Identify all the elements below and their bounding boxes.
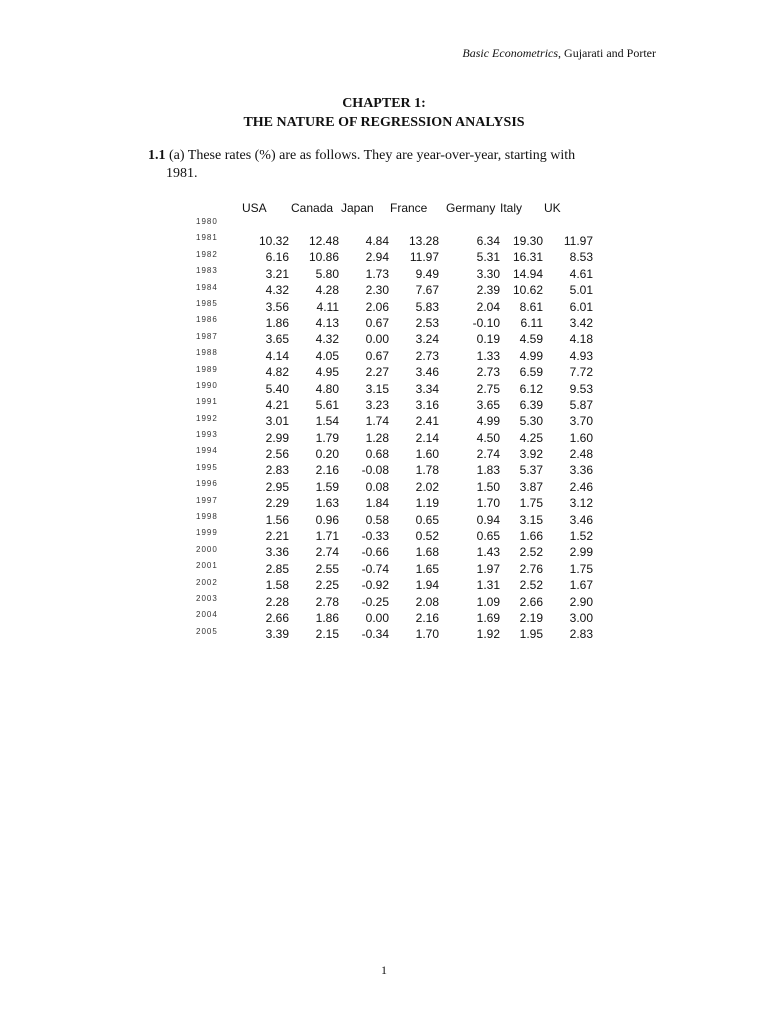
year-label: 1996 <box>196 479 218 489</box>
year-label: 1981 <box>196 233 218 243</box>
table-cell: 1.94 <box>415 578 439 593</box>
table-cell: 9.53 <box>569 381 593 396</box>
table-cell: 2.02 <box>415 479 439 494</box>
table-cell: 1.78 <box>415 463 439 478</box>
table-cell: 3.65 <box>265 332 289 347</box>
table-cell: 0.67 <box>365 348 389 363</box>
table-cell: 1.92 <box>476 627 500 642</box>
table-cell: 0.00 <box>365 332 389 347</box>
table-cell: 2.73 <box>415 348 439 363</box>
table-cell: 4.59 <box>519 332 543 347</box>
table-cell: 2.30 <box>365 283 389 298</box>
table-cell: 1.58 <box>265 578 289 593</box>
table-cell: 0.58 <box>365 512 389 527</box>
table-cell: 1.52 <box>569 529 593 544</box>
table-cell: 1.75 <box>519 496 543 511</box>
table-cell: 2.39 <box>476 283 500 298</box>
year-label: 1990 <box>196 380 218 390</box>
table-cell: 4.82 <box>265 365 289 380</box>
table-cell: 3.01 <box>265 414 289 429</box>
column-header-japan: Japan <box>341 201 374 215</box>
table-cell: 2.19 <box>519 610 543 625</box>
table-cell: 1.79 <box>315 430 339 445</box>
table-cell: 1.19 <box>415 496 439 511</box>
table-cell: 3.21 <box>265 266 289 281</box>
year-label: 2005 <box>196 626 218 636</box>
table-cell: 6.59 <box>519 365 543 380</box>
table-cell: 2.28 <box>265 594 289 609</box>
table-cell: 0.94 <box>476 512 500 527</box>
table-cell: 2.14 <box>415 430 439 445</box>
year-label: 2000 <box>196 544 218 554</box>
year-label: 1982 <box>196 249 218 259</box>
table-row <box>0 544 768 560</box>
table-cell: 0.19 <box>476 332 500 347</box>
table-cell: 0.20 <box>315 447 339 462</box>
column-header-uk: UK <box>544 201 561 215</box>
table-row <box>0 512 768 528</box>
table-cell: 0.52 <box>415 529 439 544</box>
year-label: 2003 <box>196 593 218 603</box>
table-cell: 6.39 <box>519 397 543 412</box>
table-cell: 3.36 <box>265 545 289 560</box>
table-cell: 1.73 <box>365 266 389 281</box>
table-row <box>0 430 768 446</box>
table-cell: 1.54 <box>315 414 339 429</box>
table-cell: 3.30 <box>476 266 500 281</box>
table-cell: 5.80 <box>315 266 339 281</box>
table-cell: 3.24 <box>415 332 439 347</box>
table-cell: 5.01 <box>569 283 593 298</box>
table-cell: -0.34 <box>361 627 389 642</box>
table-cell: 1.70 <box>415 627 439 642</box>
table-cell: 5.37 <box>519 463 543 478</box>
table-cell: 2.66 <box>519 594 543 609</box>
table-cell: 1.59 <box>315 479 339 494</box>
table-cell: 0.96 <box>315 512 339 527</box>
table-cell: 6.11 <box>520 315 543 330</box>
table-cell: 3.46 <box>415 365 439 380</box>
column-header-usa: USA <box>242 201 267 215</box>
table-cell: 19.30 <box>512 234 543 248</box>
table-row <box>0 577 768 593</box>
table-row <box>0 594 768 610</box>
column-header-italy: Italy <box>500 201 523 215</box>
rates-table <box>0 201 768 651</box>
problem-text-continued: 1981. <box>166 166 198 181</box>
table-cell: 2.29 <box>265 496 289 511</box>
table-cell: 1.60 <box>569 430 593 445</box>
table-cell: 2.52 <box>519 578 543 593</box>
table-cell: 1.09 <box>476 594 500 609</box>
table-cell: 2.04 <box>476 299 500 314</box>
table-cell: 1.97 <box>476 561 500 576</box>
table-cell: 16.31 <box>512 250 543 265</box>
table-cell: 2.56 <box>265 447 289 462</box>
table-cell: 0.00 <box>365 610 389 625</box>
table-cell: 1.28 <box>365 430 389 445</box>
chapter-number: CHAPTER 1: <box>342 96 426 111</box>
year-label: 1986 <box>196 315 218 325</box>
page-number: 1 <box>381 963 387 977</box>
table-cell: 1.75 <box>569 561 593 576</box>
column-header-canada: Canada <box>291 201 334 215</box>
year-label: 1993 <box>196 430 218 440</box>
table-row <box>0 299 768 315</box>
table-cell: 3.15 <box>519 512 543 527</box>
problem-number: 1.1 <box>148 148 166 163</box>
table-cell: 2.16 <box>415 610 439 625</box>
table-cell: 2.95 <box>265 479 289 494</box>
table-cell: 1.69 <box>476 610 500 625</box>
year-label: 1992 <box>196 413 218 423</box>
table-cell: 0.68 <box>365 447 389 462</box>
table-cell: 3.12 <box>569 496 593 511</box>
table-cell: 1.70 <box>476 496 500 511</box>
table-cell: 11.97 <box>563 234 593 248</box>
table-cell: 3.87 <box>519 479 543 494</box>
table-cell: 0.65 <box>415 512 439 527</box>
table-cell: 2.25 <box>315 578 339 593</box>
table-cell: 3.70 <box>569 414 593 429</box>
table-cell: 4.80 <box>315 381 339 396</box>
table-cell: 3.46 <box>569 512 593 527</box>
table-row <box>0 610 768 626</box>
year-label: 1980 <box>196 217 218 226</box>
table-row <box>0 413 768 429</box>
table-cell: 0.65 <box>476 529 500 544</box>
table-cell: -0.92 <box>361 578 389 593</box>
year-label: 1984 <box>196 282 218 292</box>
table-cell: 4.18 <box>569 332 593 347</box>
running-header <box>462 46 656 61</box>
table-cell: 10.62 <box>512 283 543 298</box>
table-cell: 3.56 <box>265 299 289 314</box>
table-cell: 2.78 <box>315 594 339 609</box>
year-label: 1987 <box>196 331 218 341</box>
chapter-heading <box>0 94 768 132</box>
table-row <box>0 561 768 577</box>
table-row <box>0 381 768 397</box>
table-cell: -0.08 <box>361 463 389 478</box>
table-cell: 8.61 <box>519 299 543 314</box>
table-cell: 13.28 <box>408 234 439 248</box>
table-row <box>0 249 768 265</box>
table-cell: -0.66 <box>361 545 389 560</box>
table-cell: 4.61 <box>569 266 593 281</box>
table-cell: 11.97 <box>409 250 439 265</box>
table-cell: 9.49 <box>415 266 439 281</box>
table-cell: 1.68 <box>415 545 439 560</box>
table-row <box>0 479 768 495</box>
table-row <box>0 446 768 462</box>
table-row <box>0 397 768 413</box>
table-cell: 3.34 <box>415 381 439 396</box>
table-cell: 3.92 <box>519 447 543 462</box>
table-body <box>0 233 768 643</box>
table-cell: 2.83 <box>265 463 289 478</box>
year-label: 1985 <box>196 298 218 308</box>
book-authors: , Gujarati and Porter <box>558 46 656 60</box>
table-cell: 5.87 <box>569 397 593 412</box>
table-cell: 1.83 <box>476 463 500 478</box>
table-cell: 2.52 <box>519 545 543 560</box>
year-label: 1994 <box>196 446 218 456</box>
table-cell: 1.65 <box>415 561 439 576</box>
table-cell: 0.08 <box>365 479 389 494</box>
table-cell: -0.25 <box>361 594 389 609</box>
table-cell: 5.61 <box>315 397 339 412</box>
table-row <box>0 331 768 347</box>
table-row <box>0 528 768 544</box>
table-cell: 2.76 <box>519 561 543 576</box>
table-cell: 2.74 <box>315 545 339 560</box>
table-cell: 4.14 <box>265 348 289 363</box>
table-cell: -0.33 <box>361 529 389 544</box>
table-cell: 1.33 <box>476 348 500 363</box>
chapter-title: THE NATURE OF REGRESSION ANALYSIS <box>243 115 525 130</box>
table-cell: 2.66 <box>265 610 289 625</box>
table-cell: 3.00 <box>569 610 593 625</box>
table-cell: 4.99 <box>519 348 543 363</box>
year-label: 1988 <box>196 348 218 358</box>
table-cell: 2.48 <box>569 447 593 462</box>
table-cell: 7.67 <box>415 283 439 298</box>
table-cell: 1.67 <box>569 578 593 593</box>
table-cell: 5.83 <box>415 299 439 314</box>
table-row <box>0 462 768 478</box>
table-cell: 1.71 <box>315 529 339 544</box>
year-label: 1983 <box>196 266 218 276</box>
table-row <box>0 315 768 331</box>
table-cell: 2.53 <box>415 315 439 330</box>
table-row <box>0 348 768 364</box>
table-cell: 1.86 <box>265 315 289 330</box>
column-header-germany: Germany <box>446 201 496 215</box>
column-header-france: France <box>390 201 428 215</box>
table-cell: 2.21 <box>265 529 289 544</box>
table-cell: 1.43 <box>476 545 500 560</box>
table-cell: 2.73 <box>476 365 500 380</box>
table-row <box>0 364 768 380</box>
table-cell: 1.86 <box>315 610 339 625</box>
table-row <box>0 266 768 282</box>
table-cell: 2.08 <box>415 594 439 609</box>
table-cell: 2.06 <box>365 299 389 314</box>
table-cell: 4.99 <box>476 414 500 429</box>
table-cell: 2.55 <box>315 561 339 576</box>
table-cell: 2.74 <box>476 447 500 462</box>
table-cell: -0.10 <box>472 315 500 330</box>
year-label: 1998 <box>196 512 218 522</box>
problem-text: (a) These rates (%) are as follows. They are year-over-year, starting with <box>165 148 576 163</box>
table-row <box>0 495 768 511</box>
table-cell: 3.16 <box>415 397 439 412</box>
table-cell: 4.93 <box>569 348 593 363</box>
table-cell: 4.11 <box>316 299 339 314</box>
table-cell: 10.32 <box>258 234 289 248</box>
year-label: 2001 <box>196 561 218 571</box>
table-cell: 2.85 <box>265 561 289 576</box>
table-cell: 1.63 <box>315 496 339 511</box>
table-cell: 4.28 <box>315 283 339 298</box>
table-cell: 7.72 <box>569 365 593 380</box>
table-cell: 4.50 <box>476 430 500 445</box>
year-label: 1997 <box>196 495 218 505</box>
table-cell: 4.21 <box>265 397 289 412</box>
table-cell: 2.99 <box>569 545 593 560</box>
table-cell: 5.40 <box>265 381 289 396</box>
table-cell: 2.46 <box>569 479 593 494</box>
table-cell: 3.42 <box>569 315 593 330</box>
table-cell: 2.27 <box>365 365 389 380</box>
table-cell: 4.32 <box>315 332 339 347</box>
table-cell: 6.01 <box>569 299 593 314</box>
table-cell: 1.56 <box>265 512 289 527</box>
problem-statement <box>148 147 648 183</box>
table-cell: 2.83 <box>569 627 593 642</box>
table-row <box>0 233 768 249</box>
table-cell: 1.84 <box>365 496 389 511</box>
table-row <box>0 282 768 298</box>
year-label: 2004 <box>196 610 218 620</box>
table-cell: 3.39 <box>265 627 289 642</box>
table-cell: 2.15 <box>315 627 339 642</box>
book-title: Basic Econometrics <box>462 46 559 60</box>
table-cell: 4.25 <box>519 430 543 445</box>
table-row <box>0 626 768 642</box>
year-label: 1991 <box>196 397 218 407</box>
table-cell: 5.30 <box>519 414 543 429</box>
table-cell: 10.86 <box>308 250 339 265</box>
table-cell: 12.48 <box>308 234 339 248</box>
table-cell: 2.75 <box>476 381 500 396</box>
table-cell: 1.66 <box>519 529 543 544</box>
table-cell: 3.15 <box>365 381 389 396</box>
table-cell: 5.31 <box>476 250 500 265</box>
table-cell: 1.95 <box>519 627 543 642</box>
year-label: 1999 <box>196 528 218 538</box>
table-cell: 2.16 <box>315 463 339 478</box>
table-cell: 8.53 <box>569 250 593 265</box>
table-cell: 4.13 <box>315 315 339 330</box>
year-label: 2002 <box>196 577 218 587</box>
table-cell: 2.99 <box>265 430 289 445</box>
table-cell: 6.34 <box>476 234 500 248</box>
table-cell: 1.31 <box>476 578 500 593</box>
table-cell: -0.74 <box>361 561 389 576</box>
table-cell: 1.74 <box>365 414 389 429</box>
table-cell: 1.50 <box>476 479 500 494</box>
table-cell: 14.94 <box>512 266 543 281</box>
table-cell: 2.90 <box>569 594 593 609</box>
table-cell: 4.84 <box>365 234 389 248</box>
table-cell: 4.05 <box>315 348 339 363</box>
table-cell: 4.32 <box>265 283 289 298</box>
table-cell: 2.94 <box>365 250 389 265</box>
table-cell: 3.65 <box>476 397 500 412</box>
table-cell: 3.36 <box>569 463 593 478</box>
table-cell: 3.23 <box>365 397 389 412</box>
table-cell: 1.60 <box>415 447 439 462</box>
table-cell: 4.95 <box>315 365 339 380</box>
table-cell: 2.41 <box>415 414 439 429</box>
table-cell: 6.16 <box>265 250 289 265</box>
year-label: 1989 <box>196 364 218 374</box>
table-cell: 6.12 <box>519 381 543 396</box>
year-label: 1995 <box>196 462 218 472</box>
table-cell: 0.67 <box>365 315 389 330</box>
